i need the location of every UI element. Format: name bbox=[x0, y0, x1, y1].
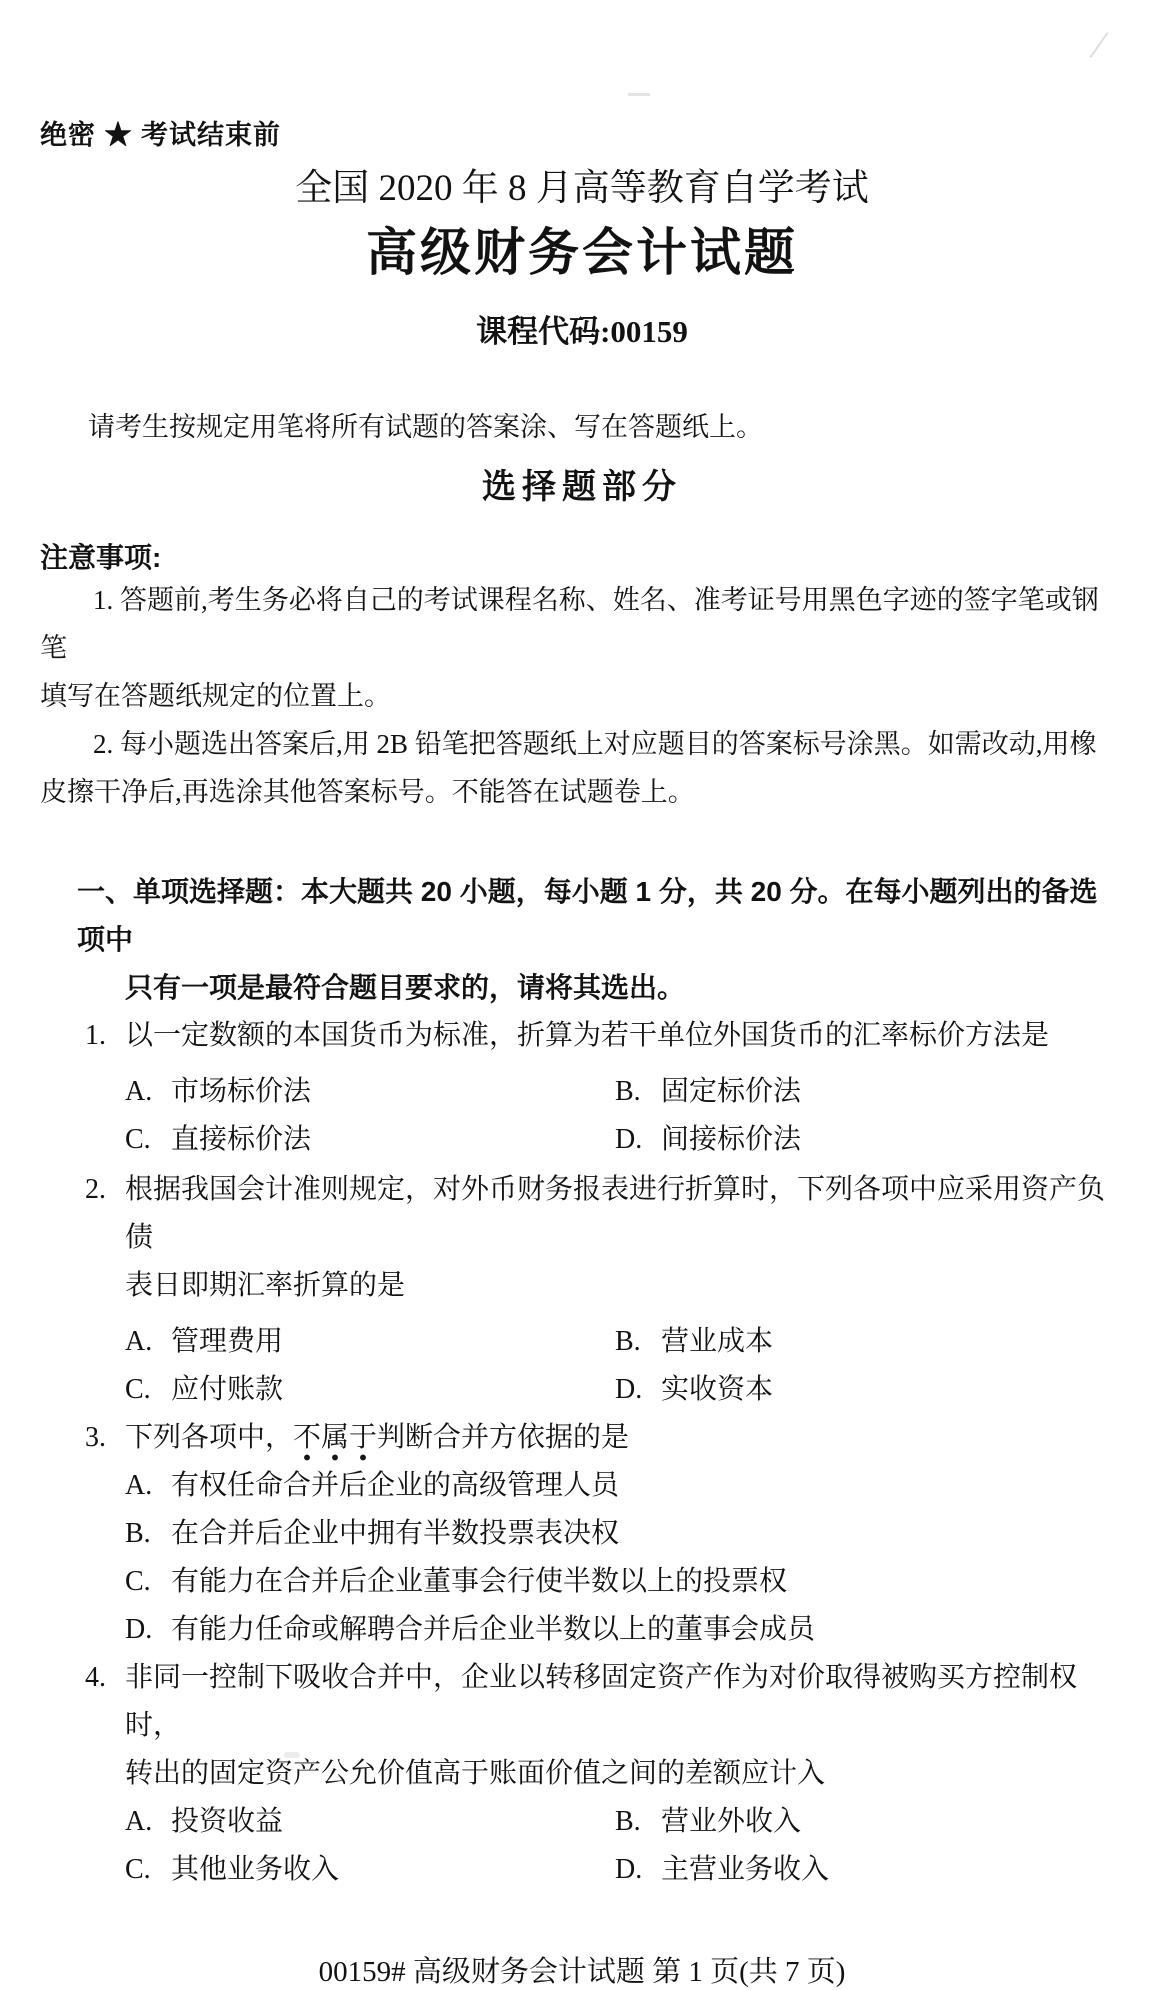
option-c bbox=[125, 1366, 615, 1414]
option-text: 主营业务收入 bbox=[661, 1854, 830, 1885]
option-text: 营业成本 bbox=[661, 1326, 774, 1357]
option-label: C. bbox=[125, 1566, 151, 1597]
question-stem: 转出的固定资产公允价值高于账面价值之间的差额应计入 bbox=[125, 1758, 826, 1789]
option-text: 实收资本 bbox=[661, 1374, 774, 1405]
option-text: 管理费用 bbox=[171, 1326, 284, 1357]
course-code: 课程代码:00159 bbox=[476, 314, 688, 349]
option-label: D. bbox=[615, 1854, 643, 1885]
option-a bbox=[125, 1462, 1124, 1510]
option-text: 在合并后企业中拥有半数投票表决权 bbox=[171, 1518, 620, 1549]
option-label: D. bbox=[615, 1374, 643, 1405]
stem-text: 判断合并方依据的是 bbox=[377, 1422, 630, 1453]
option-text: 市场标价法 bbox=[171, 1076, 312, 1107]
options-grid bbox=[125, 1068, 1124, 1164]
question-stem bbox=[125, 1414, 1124, 1462]
question-stem: 以一定数额的本国货币为标准，折算为若干单位外国货币的汇率标价方法是 bbox=[125, 1020, 1050, 1051]
option-text: 投资收益 bbox=[171, 1806, 284, 1837]
question-number: 4. bbox=[85, 1662, 106, 1693]
section-directions bbox=[40, 868, 1124, 1012]
note-item-1 bbox=[40, 576, 1124, 720]
question-1 bbox=[40, 1012, 1124, 1164]
stem-text: 下列各项中， bbox=[125, 1422, 294, 1453]
option-text: 其他业务收入 bbox=[171, 1854, 340, 1885]
option-b bbox=[615, 1318, 773, 1366]
option-label: B. bbox=[615, 1076, 641, 1107]
option-c bbox=[125, 1846, 615, 1894]
option-label: B. bbox=[125, 1518, 151, 1549]
question-stem: 非同一控制下吸收合并中，企业以转移固定资产作为对价取得被购买方控制权时， bbox=[125, 1662, 1078, 1741]
answer-instruction: 请考生按规定用笔将所有试题的答案涂、写在答题纸上。 bbox=[88, 412, 763, 442]
options-list bbox=[125, 1462, 1124, 1654]
option-text: 营业外收入 bbox=[661, 1806, 802, 1837]
note-item-2 bbox=[40, 720, 1124, 816]
option-d bbox=[125, 1606, 1124, 1654]
option-b bbox=[125, 1510, 1124, 1558]
option-text: 应付账款 bbox=[171, 1374, 284, 1405]
notes-title: 注意事项: bbox=[40, 542, 162, 573]
classification-banner: 绝密 ★ 考试结束前 bbox=[40, 120, 282, 150]
note-line: 皮擦干净后,再选涂其他答案标号。不能答在试题卷上。 bbox=[40, 777, 695, 807]
question-number: 3. bbox=[85, 1422, 106, 1453]
page-footer: 00159# 高级财务会计试题 第 1 页(共 7 页) bbox=[318, 1956, 846, 1988]
option-text: 直接标价法 bbox=[171, 1124, 312, 1155]
option-c bbox=[125, 1116, 615, 1164]
option-b bbox=[615, 1798, 829, 1846]
note-line: 2. 每小题选出答案后,用 2B 铅笔把答题纸上对应题目的答案标号涂黑。如需改动,用橡 bbox=[93, 729, 1097, 759]
question-2 bbox=[40, 1166, 1124, 1414]
option-label: D. bbox=[125, 1614, 153, 1645]
option-c bbox=[125, 1558, 1124, 1606]
option-a bbox=[125, 1318, 615, 1366]
option-text: 间接标价法 bbox=[661, 1124, 802, 1155]
option-d bbox=[615, 1366, 773, 1414]
option-label: B. bbox=[615, 1806, 641, 1837]
scan-artifact bbox=[628, 93, 650, 96]
question-stem: 表日即期汇率折算的是 bbox=[125, 1270, 406, 1301]
option-label: A. bbox=[125, 1326, 153, 1357]
question-3 bbox=[40, 1414, 1124, 1654]
paper-title: 高级财务会计试题 bbox=[365, 224, 798, 281]
option-text: 有权任命合并后企业的高级管理人员 bbox=[171, 1470, 620, 1501]
option-text: 固定标价法 bbox=[661, 1076, 802, 1107]
options-grid bbox=[125, 1318, 1124, 1414]
option-label: A. bbox=[125, 1806, 153, 1837]
option-d bbox=[615, 1846, 829, 1894]
options-grid bbox=[125, 1798, 1124, 1894]
option-a bbox=[125, 1068, 615, 1116]
option-label: C. bbox=[125, 1854, 151, 1885]
option-label: C. bbox=[125, 1124, 151, 1155]
exam-title: 全国 2020 年 8 月高等教育自学考试 bbox=[295, 168, 869, 209]
option-label: C. bbox=[125, 1374, 151, 1405]
question-number: 1. bbox=[85, 1020, 106, 1051]
option-text: 有能力任命或解聘合并后企业半数以上的董事会成员 bbox=[171, 1614, 816, 1645]
stem-emphasized-text: 不属于 bbox=[293, 1422, 377, 1462]
question-number: 2. bbox=[85, 1174, 106, 1205]
option-a bbox=[125, 1798, 615, 1846]
option-label: A. bbox=[125, 1076, 153, 1107]
option-d bbox=[615, 1116, 801, 1164]
note-line: 1. 答题前,考生务必将自己的考试课程名称、姓名、准考证号用黑色字迹的签字笔或钢笔 bbox=[40, 585, 1099, 663]
section-part-title: 选择题部分 bbox=[482, 469, 682, 506]
question-stem: 根据我国会计准则规定，对外币财务报表进行折算时，下列各项中应采用资产负债 bbox=[125, 1174, 1106, 1253]
directions-line: 只有一项是最符合题目要求的，请将其选出。 bbox=[125, 972, 686, 1003]
directions-line: 一、单项选择题：本大题共 20 小题，每小题 1 分，共 20 分。在每小题列出的备选项中 bbox=[77, 876, 1098, 955]
option-text: 有能力在合并后企业董事会行使半数以上的投票权 bbox=[171, 1566, 788, 1597]
option-b bbox=[615, 1068, 801, 1116]
scan-artifact bbox=[1090, 32, 1109, 58]
option-label: A. bbox=[125, 1470, 153, 1501]
question-4 bbox=[40, 1654, 1124, 1894]
option-label: B. bbox=[615, 1326, 641, 1357]
note-line: 填写在答题纸规定的位置上。 bbox=[40, 681, 391, 711]
option-label: D. bbox=[615, 1124, 643, 1155]
